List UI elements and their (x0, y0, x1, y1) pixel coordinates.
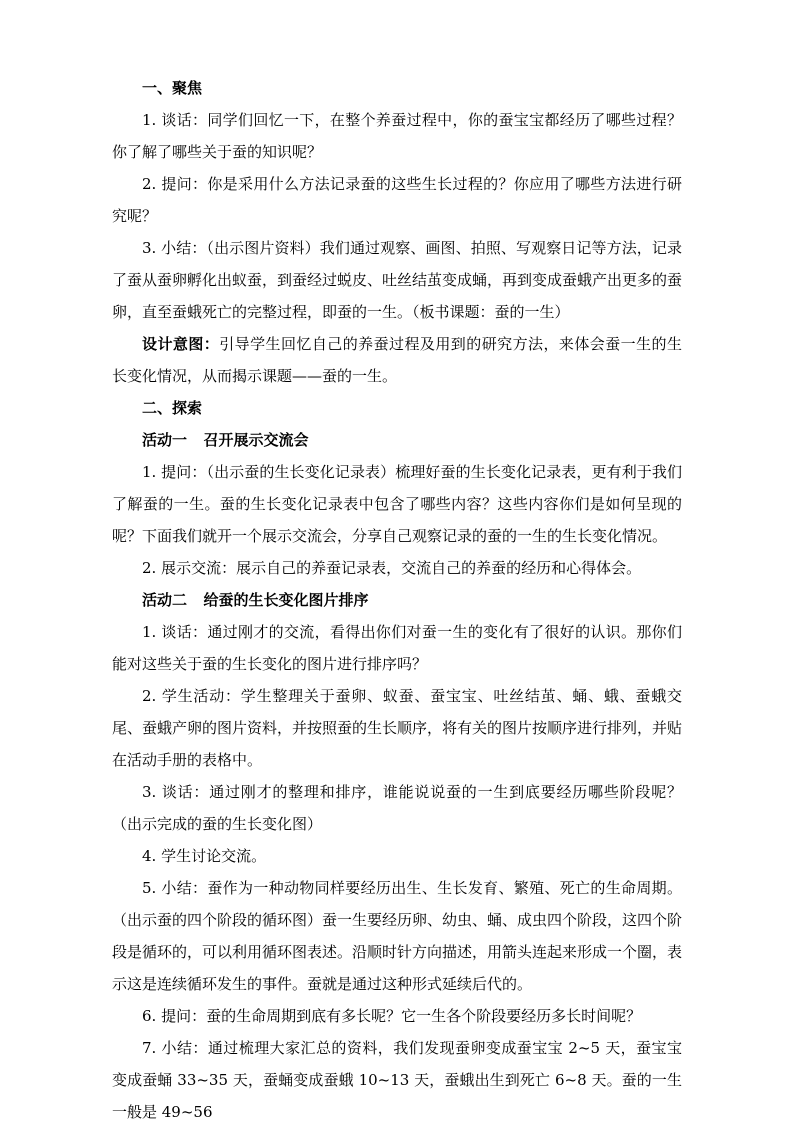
paragraph: 3. 谈话：通过刚才的整理和排序，谁能说说蚕的一生到底要经历哪些阶段呢？（出示完成的蚕的生长变化图） (112, 783, 682, 833)
paragraph: 4. 学生讨论交流。 (142, 847, 267, 865)
paragraph: 3. 小结：（出示图片资料）我们通过观察、画图、拍照、写观察日记等方法，记录了蚕从蚕卵孵化出蚁蚕，到蚕经过蜕皮、吐丝结茧变成蛹，再到变成蚕蛾产出更多的蚕卵，直至蚕蛾死亡的完整过程，即蚕的一生。（板书课题：蚕的一生） (112, 239, 683, 321)
section-heading-explore: 二、探索 (142, 399, 203, 417)
paragraph: 5. 小结：蚕作为一种动物同样要经历出生、生长发育、繁殖、死亡的生命周期。（出示蚕的四个阶段的循环图）蚕一生要经历卵、幼虫、蛹、成虫四个阶段，这四个阶段是循环的，可以利用循环图表述。沿顺时针方向描述，用箭头连起来形成一个圈，表示这是连续循环发生的事件。蚕就是通过这种形式延续后代的。 (112, 879, 683, 993)
paragraph: 7. 小结：通过梳理大家汇总的资料，我们发现蚕卵变成蚕宝宝 2~5 天，蚕宝宝变成蚕蛹 33~35 天，蚕蛹变成蚕蛾 10~13 天，蚕蛾出生到死亡 6~8 天。蚕的一生一般是 49~56 (112, 1039, 682, 1121)
activity-heading (112, 584, 682, 616)
activity-heading (112, 424, 682, 456)
design-intent-paragraph (112, 328, 682, 392)
paragraph: 1. 谈话：通过刚才的交流，看得出你们对蚕一生的变化有了很好的认识。那你们能对这些关于蚕的生长变化的图片进行排序吗？ (112, 623, 682, 673)
section-heading-focus: 一、聚焦 (142, 79, 203, 97)
paragraph: 2. 提问：你是采用什么方法记录蚕的这些生长过程的？你应用了哪些方法进行研究呢？ (112, 175, 682, 225)
design-intent-text: 引导学生回忆自己的养蚕过程及用到的研究方法，来体会蚕一生的生长变化情况，从而揭示课题——蚕的一生。 (112, 335, 682, 385)
activity-label: 活动一 (142, 431, 188, 449)
activity-title: 给蚕的生长变化图片排序 (203, 591, 369, 609)
paragraph: 6. 提问：蚕的生命周期到底有多长呢？它一生各个阶段要经历多长时间呢？ (142, 1007, 642, 1025)
activity-label: 活动二 (142, 591, 188, 609)
activity-title: 召开展示交流会 (203, 431, 309, 449)
design-intent-label: 设计意图： (142, 335, 220, 353)
paragraph: 1. 谈话：同学们回忆一下，在整个养蚕过程中，你的蚕宝宝都经历了哪些过程？你了解了哪些关于蚕的知识呢？ (112, 111, 682, 161)
paragraph: 1. 提问：（出示蚕的生长变化记录表）梳理好蚕的生长变化记录表，更有利于我们了解蚕的一生。蚕的生长变化记录表中包含了哪些内容？这些内容你们是如何呈现的呢？下面我们就开一个展示交流会，分享自己观察记录的蚕的一生的生长变化情况。 (112, 463, 682, 545)
paragraph: 2. 展示交流：展示自己的养蚕记录表，交流自己的养蚕的经历和心得体会。 (142, 559, 642, 577)
paragraph: 2. 学生活动：学生整理关于蚕卵、蚁蚕、蚕宝宝、吐丝结茧、蛹、蛾、蚕蛾交尾、蚕蛾产卵的图片资料，并按照蚕的生长顺序，将有关的图片按顺序进行排列，并贴在活动手册的表格中。 (112, 687, 683, 769)
